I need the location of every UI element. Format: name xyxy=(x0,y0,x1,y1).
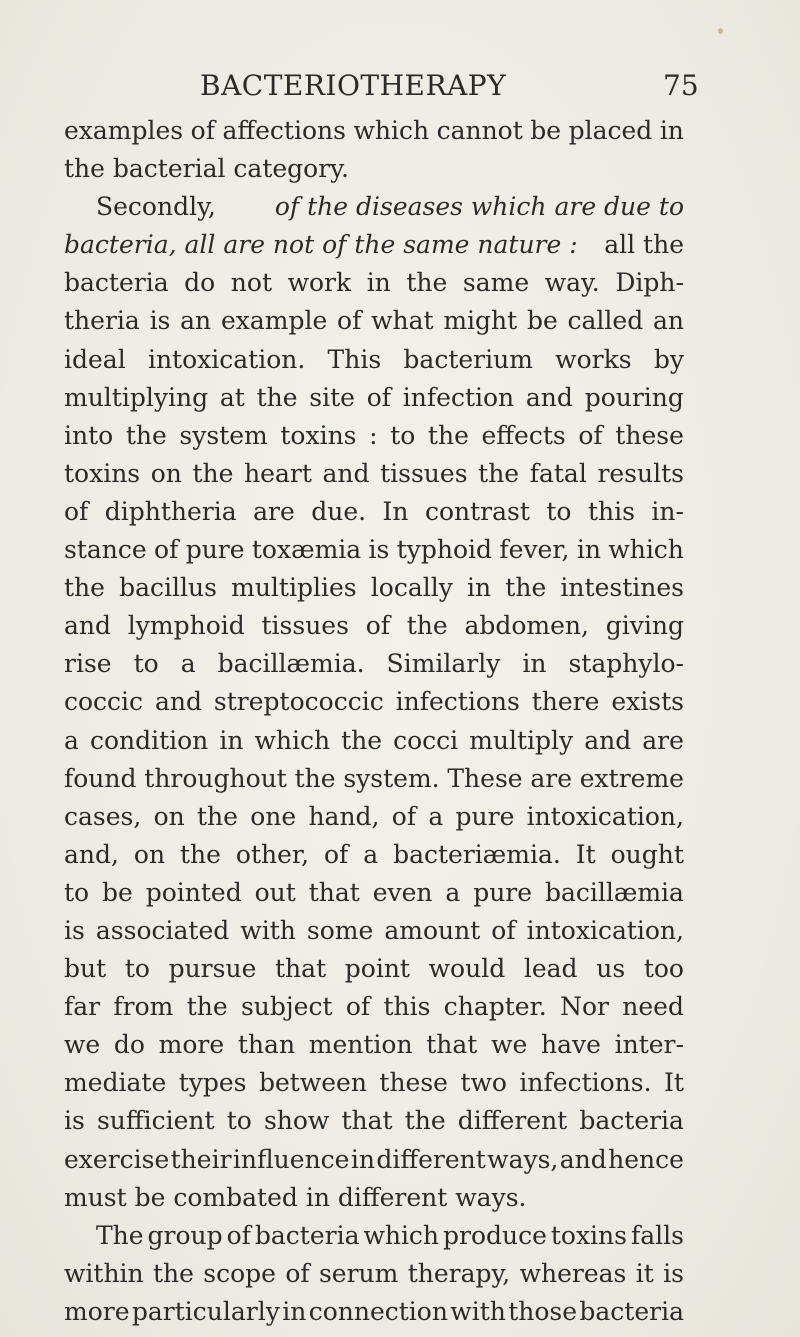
text-line: is sufficient to show that the different bacteria xyxy=(64,1106,684,1136)
emphasis-text: bacteria, all are not of the same nature : xyxy=(64,230,578,260)
text-line: far from the subject of this chapter. Nor need xyxy=(64,992,684,1022)
text-segment: Secondly, xyxy=(96,192,216,222)
text-line: exercise their influence in different ways, and hence xyxy=(64,1144,684,1174)
text-line xyxy=(64,188,684,226)
text-line: found throughout the system. These are extreme xyxy=(64,763,684,793)
text-line: to be pointed out that even a pure bacillæmia xyxy=(64,877,684,907)
text-line: is associated with some amount of intoxication, xyxy=(64,915,684,945)
text-line: must be combated in different ways. xyxy=(64,1182,527,1212)
text-line: the bacterial category. xyxy=(64,154,349,184)
text-line: and, on the other, of a bacteriæmia. It ought xyxy=(64,839,684,869)
emphasis-text: of the diseases which are due to xyxy=(274,192,684,222)
text-line: of diphtheria are due. In contrast to this in- xyxy=(64,496,684,526)
text-line: theria is an example of what might be called an xyxy=(64,306,684,336)
text-line: we do more than mention that we have inter- xyxy=(64,1030,684,1060)
text-line: into the system toxins : to the effects of these xyxy=(64,420,684,450)
text-line: rise to a bacillæmia. Similarly in staphylo- xyxy=(64,649,684,679)
text-line: and lymphoid tissues of the abdomen, giving xyxy=(64,611,684,641)
page-header xyxy=(0,64,800,108)
text-line: coccic and streptococcic infections there exists xyxy=(64,687,684,717)
text-line: more particularly in connection with those bacteria xyxy=(64,1296,684,1326)
text-line: stance of pure toxæmia is typhoid fever, in which xyxy=(64,535,684,565)
text-line: within the scope of serum therapy, whereas it is xyxy=(64,1258,684,1288)
paper-speck xyxy=(718,28,723,34)
text-line: multiplying at the site of infection and pouring xyxy=(64,382,684,412)
text-line: a condition in which the cocci multiply and are xyxy=(64,725,684,755)
text-line: mediate types between these two infections. It xyxy=(64,1068,684,1098)
text-line: examples of affections which cannot be placed in xyxy=(64,116,684,145)
body-text xyxy=(64,112,684,1331)
text-line: but to pursue that point would lead us too xyxy=(64,954,684,984)
text-line: bacteria do not work in the same way. Diph- xyxy=(64,268,684,298)
text-line: the bacillus multiplies locally in the intestines xyxy=(64,573,684,603)
text-line: The group of bacteria which produce toxins falls xyxy=(96,1220,684,1250)
text-line: ideal intoxication. This bacterium works by xyxy=(64,344,684,374)
page-number: 75 xyxy=(663,69,699,102)
text-line xyxy=(64,226,684,264)
running-title: BACTERIOTHERAPY xyxy=(200,69,507,102)
text-line: cases, on the one hand, of a pure intoxication, xyxy=(64,801,684,831)
text-segment: all the xyxy=(604,230,684,260)
text-line: toxins on the heart and tissues the fatal results xyxy=(64,458,684,488)
